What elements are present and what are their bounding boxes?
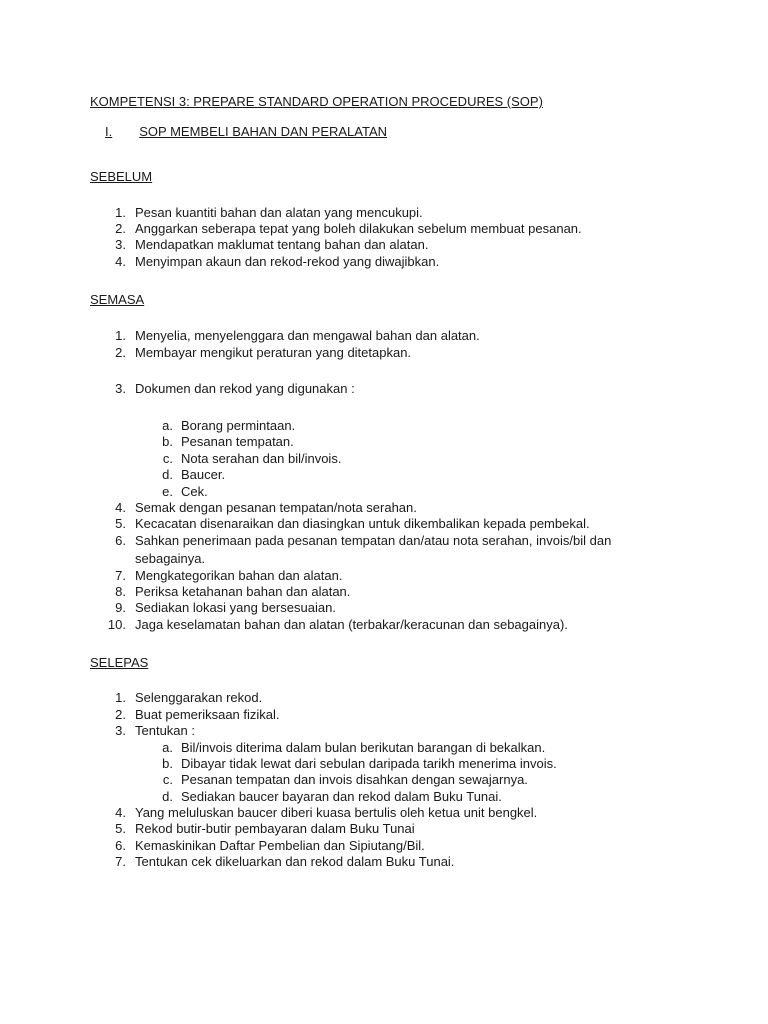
sebelum-item-text: Pesan kuantiti bahan dan alatan yang mencukupi. (135, 205, 423, 220)
sebelum-item-number: 2. (115, 221, 126, 236)
semasa-item-text: Jaga keselamatan bahan dan alatan (terbakar/keracunan dan sebagainya). (135, 617, 568, 632)
selepas-subitem-number: c. (162, 772, 173, 787)
selepas-subitem-number: d. (162, 789, 173, 804)
selepas-subitem-number: a. (162, 740, 173, 755)
semasa-subitem-text: Borang permintaan. (181, 418, 296, 433)
semasa-item-number: 10. (107, 617, 126, 632)
section-number: I. (105, 124, 113, 139)
semasa-item-text: Menyelia, menyelenggara dan mengawal bahan dan alatan. (135, 328, 480, 343)
selepas-subitem-text: Dibayar tidak lewat dari sebulan daripada tarikh menerima invois. (181, 756, 557, 771)
semasa-item-text: Sediakan lokasi yang bersesuaian. (135, 600, 336, 615)
selepas-item-number: 3. (115, 723, 126, 738)
semasa-item-text-continued: sebagainya. (135, 551, 206, 566)
semasa-item-number: 8. (115, 584, 126, 599)
selepas-item-number: 2. (115, 707, 126, 722)
sebelum-item-text: Anggarkan seberapa tepat yang boleh dilakukan sebelum membuat pesanan. (135, 221, 582, 236)
selepas-item-text: Selenggarakan rekod. (135, 690, 263, 705)
selepas-item-number: 4. (115, 805, 126, 820)
selepas-item-number: 5. (115, 821, 126, 836)
semasa-subitem-text: Pesanan tempatan. (181, 434, 294, 449)
semasa-item-number: 9. (115, 600, 126, 615)
heading-semasa: SEMASA (90, 292, 145, 307)
semasa-subitem-text: Cek. (181, 484, 208, 499)
semasa-item-number: 6. (115, 533, 126, 548)
sebelum-item-number: 3. (115, 237, 126, 252)
semasa-item-number: 2. (115, 345, 126, 360)
selepas-item-number: 7. (115, 854, 126, 869)
semasa-subitem-text: Nota serahan dan bil/invois. (181, 451, 342, 466)
selepas-item-number: 1. (115, 690, 126, 705)
semasa-item-text: Sahkan penerimaan pada pesanan tempatan dan/atau nota serahan, invois/bil dan (135, 533, 612, 548)
semasa-item-text: Kecacatan disenaraikan dan diasingkan untuk dikembalikan kepada pembekal. (135, 516, 590, 531)
semasa-item-text: Semak dengan pesanan tempatan/nota serahan. (135, 500, 417, 515)
selepas-item-text: Tentukan cek dikeluarkan dan rekod dalam Buku Tunai. (135, 854, 455, 869)
section-label: SOP MEMBELI BAHAN DAN PERALATAN (139, 124, 388, 139)
selepas-item-text: Rekod butir-butir pembayaran dalam Buku Tunai (135, 821, 415, 836)
semasa-item-text: Membayar mengikut peraturan yang ditetapkan. (135, 345, 412, 360)
selepas-subitem-text: Sediakan baucer bayaran dan rekod dalam Buku Tunai. (181, 789, 502, 804)
heading-sebelum: SEBELUM (90, 169, 153, 184)
semasa-item-number: 1. (115, 328, 126, 343)
semasa-item-number: 5. (115, 516, 126, 531)
semasa-item-text: Dokumen dan rekod yang digunakan : (135, 381, 355, 396)
selepas-subitem-number: b. (162, 756, 173, 771)
selepas-subitem-text: Pesanan tempatan dan invois disahkan dengan sewajarnya. (181, 772, 528, 787)
semasa-item-text: Mengkategorikan bahan dan alatan. (135, 568, 343, 583)
semasa-subitem-number: a. (162, 418, 173, 433)
semasa-subitem-number: e. (162, 484, 173, 499)
sebelum-item-text: Mendapatkan maklumat tentang bahan dan alatan. (135, 237, 429, 252)
semasa-item-number: 7. (115, 568, 126, 583)
selepas-item-number: 6. (115, 838, 126, 853)
selepas-subitem-text: Bil/invois diterima dalam bulan berikutan barangan di bekalkan. (181, 740, 546, 755)
semasa-subitem-text: Baucer. (181, 467, 226, 482)
sebelum-item-text: Menyimpan akaun dan rekod-rekod yang diwajibkan. (135, 254, 440, 269)
semasa-subitem-number: c. (162, 451, 173, 466)
section-heading-i (105, 124, 387, 140)
semasa-subitem-number: d. (162, 467, 173, 482)
semasa-item-number: 3. (115, 381, 126, 396)
sebelum-item-number: 4. (115, 254, 126, 269)
selepas-item-text: Yang meluluskan baucer diberi kuasa bertulis oleh ketua unit bengkel. (135, 805, 538, 820)
selepas-item-text: Tentukan : (135, 723, 195, 738)
semasa-subitem-number: b. (162, 434, 173, 449)
semasa-item-text: Periksa ketahanan bahan dan alatan. (135, 584, 351, 599)
heading-selepas: SELEPAS (90, 655, 149, 670)
sebelum-item-number: 1. (115, 205, 126, 220)
selepas-item-text: Buat pemeriksaan fizikal. (135, 707, 280, 722)
document-title: KOMPETENSI 3: PREPARE STANDARD OPERATION PROCEDURES (SOP) (90, 94, 543, 109)
selepas-item-text: Kemaskinikan Daftar Pembelian dan Sipiutang/Bil. (135, 838, 425, 853)
semasa-item-number: 4. (115, 500, 126, 515)
